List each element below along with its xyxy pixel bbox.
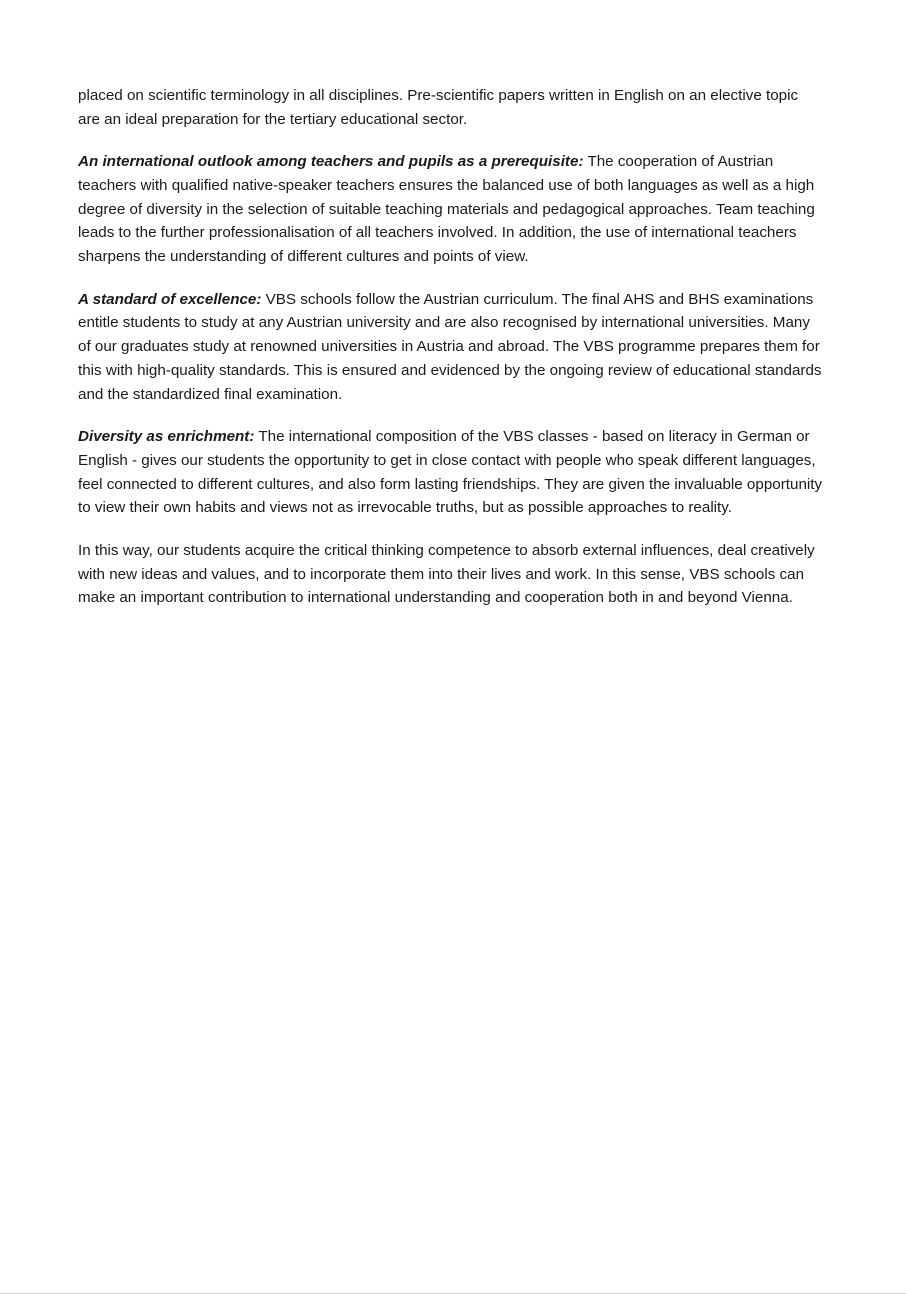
paragraph-text: In this way, our students acquire the critical thinking competence to absorb external influences, deal creatively with new ideas and values, and to incorporate them into their lives and work. In this sense, VBS schools can make an important contribution to international understanding and cooperation both in and beyond Vienna. xyxy=(78,541,815,607)
paragraph-lead: A standard of excellence: xyxy=(78,290,262,308)
paragraph-diversity xyxy=(78,425,823,520)
paragraph-text: The international composition of the VBS classes - based on literacy in German or English - gives our students the opportunity to get in close contact with people who speak different languages, feel connected to different cultures, and also form lasting friendships. They are given the invaluable opportunity to view their own habits and views not as irrevocable truths, but as possible approaches to reality. xyxy=(78,428,823,517)
paragraph-text: VBS schools follow the Austrian curriculum. The final AHS and BHS examinations entitle students to study at any Austrian university and are also recognised by international universities. Many of our graduates study at renowned universities in Austria and abroad. The VBS programme prepares them for this with high-quality standards. This is ensured and evidenced by the ongoing review of educational standards and the standardized final examination. xyxy=(78,290,822,403)
paragraph-international-outlook xyxy=(78,150,823,269)
paragraph-lead: An international outlook among teachers and pupils as a prerequisite: xyxy=(78,153,584,171)
paragraph-standard-of-excellence xyxy=(78,288,823,407)
paragraph-text: placed on scientific terminology in all disciplines. Pre-scientific papers written in English on an elective topic are an ideal preparation for the tertiary educational sector. xyxy=(78,87,799,128)
document-body xyxy=(78,84,823,629)
paragraph-terminology xyxy=(78,84,823,132)
paragraph-lead: Diversity as enrichment: xyxy=(78,428,255,446)
paragraph-text: The cooperation of Austrian teachers with qualified native-speaker teachers ensures the balanced use of both languages as well as a high degree of diversity in the selection of suitable teaching materials and pedagogical approaches. Team teaching leads to the further professionalisation of all teachers involved. In addition, the use of international teachers sharpens the understanding of different cultures and points of view. xyxy=(78,153,815,266)
paragraph-conclusion xyxy=(78,539,823,610)
